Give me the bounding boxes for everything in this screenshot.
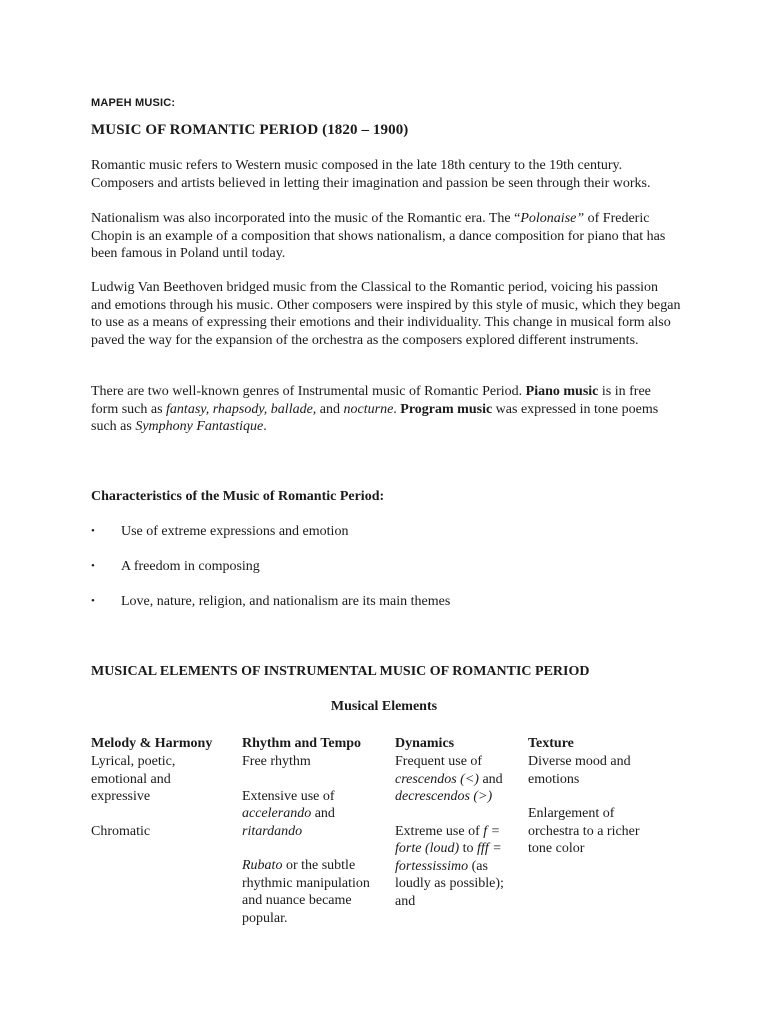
table-cell: Lyrical, poetic, emotional and expressive [91, 754, 176, 804]
paragraph-nationalism [91, 210, 681, 263]
genres-text-5: was expressed in tone poems such as [91, 401, 659, 434]
program-music-term: Program music [400, 401, 493, 417]
cell-text: Extreme use of [395, 823, 484, 839]
table-cell [242, 788, 382, 841]
genres-text-2: is in free form such as [91, 384, 651, 417]
paragraph-intro: Romantic music refers to Western music composed in the late 18th century to the 19th century. Composers and artists believed in letting their imagination and passion be seen through their works. [91, 158, 651, 191]
document-title: MUSIC OF ROMANTIC PERIOD (1820 – 1900) [91, 122, 409, 138]
bullet-icon: • [91, 560, 95, 572]
list-item-text: Use of extreme expressions and emotion [121, 524, 349, 539]
decrescendos-term: decrescendos (>) [395, 789, 493, 804]
list-item-text: Love, nature, religion, and nationalism are its main themes [121, 594, 451, 609]
polonaise-title: Polonaise” [520, 211, 585, 226]
column-body [242, 753, 382, 927]
paragraph-nationalism-text-1: Nationalism was also incorporated into the music of the Romantic era. The “ [91, 211, 521, 226]
column-header: Rhythm and Tempo [242, 736, 362, 751]
column-dynamics [395, 735, 513, 910]
crescendos-term: crescendos (<) [395, 771, 479, 787]
nocturne-term: nocturne [343, 401, 394, 417]
cell-text: and [311, 806, 335, 821]
cell-text: (as loudly as possible); and [395, 858, 504, 909]
cell-text: to [459, 841, 478, 856]
table-cell: Diverse mood and emotions [528, 754, 631, 787]
genres-text-4: . [393, 401, 401, 417]
column-header: Dynamics [395, 736, 455, 751]
column-body [528, 753, 653, 858]
forte-term: f = forte (loud) [395, 823, 501, 856]
column-melody-harmony [91, 735, 231, 840]
column-body [395, 753, 513, 910]
column-texture [528, 735, 653, 858]
cell-text: and [478, 771, 503, 787]
table-cell [395, 753, 513, 806]
elements-section-heading: MUSICAL ELEMENTS OF INSTRUMENTAL MUSIC OF ROMANTIC PERIOD [91, 664, 590, 679]
column-rhythm-tempo [242, 735, 382, 927]
bullet-icon: • [91, 595, 95, 607]
table-cell [395, 823, 513, 911]
column-header: Melody & Harmony [91, 736, 213, 751]
list-item-text: A freedom in composing [121, 559, 260, 574]
fortessissimo-term: fff = fortessissimo [395, 841, 502, 874]
list-item [91, 593, 450, 628]
list-item [91, 558, 450, 593]
piano-music-term: Piano music [525, 384, 599, 399]
table-cell [242, 857, 382, 927]
paragraph-beethoven: Ludwig Van Beethoven bridged music from the Classical to the Romantic period, voicing his passion and emotions through his music. Other composers were inspired by this style of music, which they began to use as a means of expressing their emotions and their individuality. This change in musical form also paved the way for the expansion of the orchestra as the composers explored different instruments. [91, 280, 681, 348]
bullet-icon: • [91, 525, 95, 537]
table-cell: Chromatic [91, 823, 151, 839]
paragraph-genres [91, 383, 681, 436]
cell-text: Frequent use of [395, 754, 483, 769]
rubato-term: Rubato [242, 858, 283, 873]
table-cell: Enlargement of orchestra to a richer tone color [528, 806, 640, 856]
list-item [91, 523, 450, 558]
symphony-title: Symphony Fantastique [135, 419, 264, 434]
genres-text-6: . [263, 419, 267, 434]
genres-text-1: There are two well-known genres of Instrumental music of Romantic Period. [91, 384, 526, 399]
column-header: Texture [528, 736, 574, 751]
table-caption: Musical Elements [330, 699, 438, 714]
cell-text: or the subtle rhythmic manipulation and nuance became popular. [242, 858, 370, 926]
piano-forms: fantasy, rhapsody, ballade, [166, 401, 317, 417]
paragraph-nationalism-text-2: of Frederic Chopin is an example of a composition that shows nationalism, a dance composition for piano that has been famous in Poland until today. [91, 211, 666, 261]
characteristics-heading: Characteristics of the Music of Romantic Period: [91, 489, 385, 504]
cell-text: Extensive use of [242, 788, 335, 804]
genres-text-3: and [316, 401, 344, 417]
column-body [91, 753, 231, 840]
ritardando-term: ritardando [242, 823, 303, 839]
table-cell: Free rhythm [242, 754, 311, 769]
characteristics-list [91, 523, 450, 628]
accelerando-term: accelerando [242, 806, 312, 821]
subject-label: MAPEH MUSIC: [91, 97, 176, 109]
